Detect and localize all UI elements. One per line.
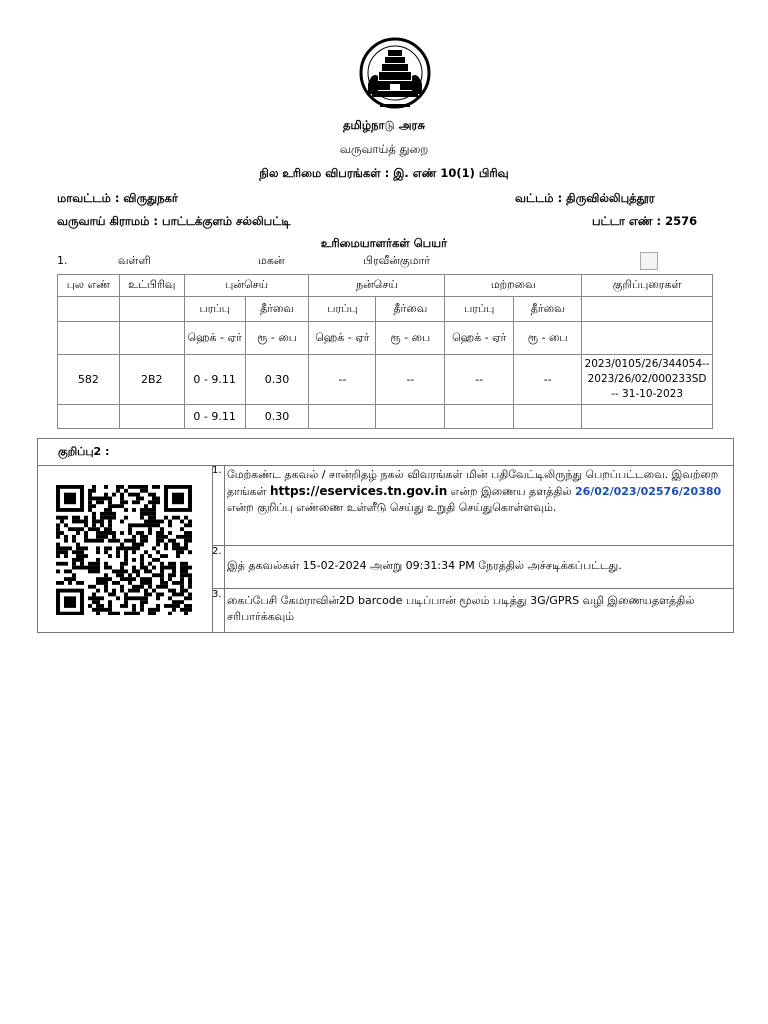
unit-area: ஹெக் - ஏர் (445, 322, 514, 355)
sub-tax: தீர்வை (245, 297, 309, 322)
unit-tax: ரூ - பை (376, 322, 445, 355)
note-number: 3. (212, 589, 222, 600)
sub-area: பரப்பு (184, 297, 245, 322)
district-label: மாவட்டம் : விருதுநகர் (57, 191, 178, 205)
header-dry-land: புன்செய் (184, 275, 309, 297)
village-label: வருவாய் கிராமம் : பாட்டக்குளம் சல்லிபட்டி (57, 214, 291, 228)
broken-image-icon (640, 252, 658, 270)
header-subdivision: உட்பிரிவு (119, 275, 184, 297)
cell-subdivision: 2B2 (119, 355, 184, 405)
total-dry-tax: 0.30 (245, 405, 309, 429)
sub-tax: தீர்வை (514, 297, 582, 322)
owner-relative: பிரவீன்குமார் (363, 254, 430, 267)
notes-heading: குறிப்பு2 : (58, 445, 110, 458)
cell-survey-no: 582 (58, 355, 120, 405)
owners-heading: உரிமையாளர்கள் பெயர் (320, 236, 448, 250)
unit-area: ஹெக் - ஏர் (184, 322, 245, 355)
qr-code (56, 485, 192, 615)
qr-code-cell (38, 465, 213, 632)
owner-relation: மகன் (258, 254, 285, 267)
taluk-label: வட்டம் : திருவில்லிபுத்தூர (515, 191, 655, 205)
form-title: நில உரிமை விபரங்கள் : இ. எண் 10(1) பிரிவு (259, 166, 509, 180)
unit-tax: ரூ - பை (245, 322, 309, 355)
sub-area: பரப்பு (309, 297, 376, 322)
notes-box (37, 438, 734, 633)
cell-wet-tax: -- (376, 355, 445, 405)
cell-wet-area: -- (309, 355, 376, 405)
government-title: தமிழ்நாடு அரசு (343, 118, 425, 132)
cell-other-tax: -- (514, 355, 582, 405)
note-1: மேற்கண்ட தகவல் / சான்றிதழ் நகல் விவரங்கள் மின் பதிவேட்டிலிருந்து பெறப்பட்டவை. இவற்றை தாங்கள் https://eservices.tn.gov.in என்ற இணைய தளத்தில் 26/02/023/02576/20380 என்ற குறிப்பு எண்ணை உள்ளீடு செய்து உறுதி செய்துகொள்ளவும். (227, 468, 722, 514)
header-remarks: குறிப்புரைகள் (582, 275, 713, 297)
cell-remarks: 2023/0105/26/344054--2023/26/02/000233SD -- 31-10-2023 (582, 355, 713, 405)
note-number: 1. (212, 465, 222, 476)
department-title: வருவாய்த் துறை (339, 142, 429, 156)
header-survey-no: புல எண் (58, 275, 120, 297)
note-2: இத் தகவல்கள் 15-02-2024 அன்று 09:31:34 PM நேரத்தில் அச்சடிக்கப்பட்டது. (227, 559, 622, 572)
sub-area: பரப்பு (445, 297, 514, 322)
note-3: கைப்பேசி கேமராவின்2D barcode படிப்பான் மூலம் படித்து 3G/GPRS வழி இணையதளத்தில் சரிபார்க்கவும் (227, 594, 695, 623)
owner-index: 1. (57, 254, 68, 267)
owner-name: வள்ளி (118, 254, 151, 267)
patta-label: பட்டா எண் : 2576 (592, 214, 698, 228)
unit-tax: ரூ - பை (514, 322, 582, 355)
total-dry-area: 0 - 9.11 (184, 405, 245, 429)
land-details-table (57, 274, 713, 429)
reference-number: 26/02/023/02576/20380 (574, 485, 722, 498)
note-number: 2. (212, 546, 222, 557)
cell-other-area: -- (445, 355, 514, 405)
cell-dry-area: 0 - 9.11 (184, 355, 245, 405)
tamil-nadu-emblem (350, 36, 440, 116)
table-total-row (58, 405, 713, 429)
header-wet-land: நன்செய் (309, 275, 445, 297)
sub-tax: தீர்வை (376, 297, 445, 322)
cell-dry-tax: 0.30 (245, 355, 309, 405)
table-row (58, 355, 713, 405)
unit-area: ஹெக் - ஏர் (309, 322, 376, 355)
eservices-link[interactable]: https://eservices.tn.gov.in (270, 484, 448, 498)
header-other-land: மற்றவை (445, 275, 582, 297)
